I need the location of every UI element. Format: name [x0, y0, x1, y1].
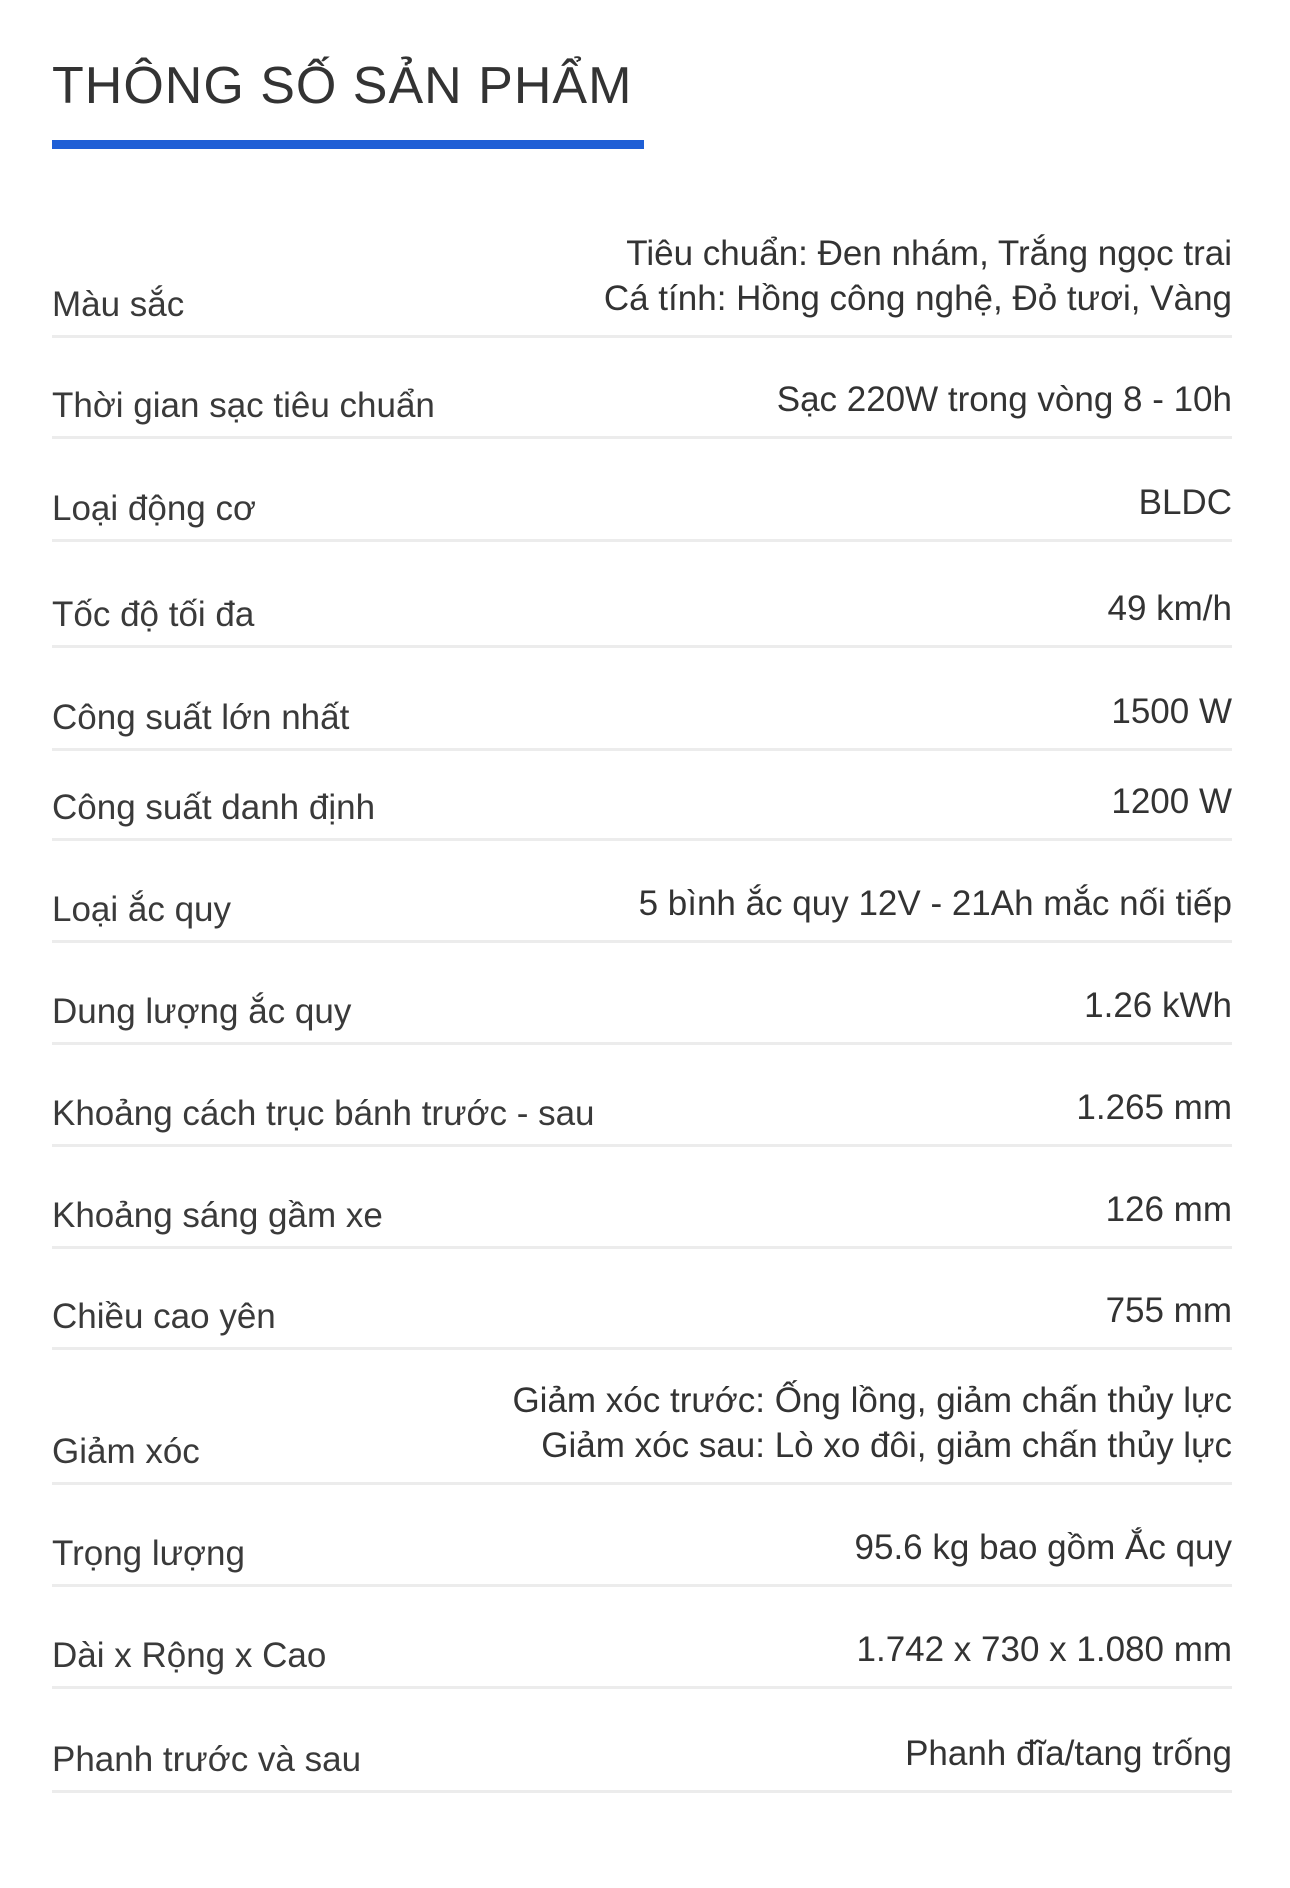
spec-row [52, 335, 1232, 439]
spec-value [1111, 689, 1232, 734]
spec-value-line: 95.6 kg bao gồm Ắc quy [854, 1528, 1232, 1567]
spec-value-line: 1500 W [1111, 692, 1232, 731]
spec-row [52, 1246, 1232, 1350]
spec-value [604, 231, 1232, 321]
title-underline [52, 140, 644, 149]
spec-label: Màu sắc [52, 285, 185, 324]
spec-value [1111, 779, 1232, 824]
spec-row [52, 436, 1232, 542]
spec-label: Loại động cơ [52, 489, 256, 528]
spec-value-line: Giảm xóc sau: Lò xo đôi, giảm chấn thủy lực [541, 1426, 1232, 1465]
spec-row [52, 1482, 1232, 1587]
spec-value [905, 1731, 1232, 1776]
spec-label: Tốc độ tối đa [52, 595, 255, 634]
spec-value-line: 1.265 mm [1076, 1088, 1232, 1127]
spec-label: Chiều cao yên [52, 1297, 276, 1336]
spec-value-line: 755 mm [1105, 1291, 1232, 1330]
spec-value-line: BLDC [1138, 483, 1232, 522]
spec-label: Khoảng sáng gầm xe [52, 1196, 383, 1235]
spec-label: Trọng lượng [52, 1534, 245, 1573]
spec-value [1106, 1288, 1232, 1333]
spec-value-line: Phanh đĩa/tang trống [905, 1734, 1232, 1773]
spec-value-line: Tiêu chuẩn: Đen nhám, Trắng ngọc trai [626, 234, 1232, 273]
spec-row [52, 748, 1232, 841]
spec-row [52, 1144, 1232, 1249]
spec-row [52, 220, 1232, 338]
spec-label: Khoảng cách trục bánh trước - sau [52, 1094, 595, 1133]
spec-label: Phanh trước và sau [52, 1740, 362, 1779]
spec-value-line: 1200 W [1111, 782, 1232, 821]
spec-row [52, 940, 1232, 1045]
spec-row [52, 539, 1232, 648]
spec-value [512, 1378, 1232, 1468]
spec-value-line: 1.26 kWh [1084, 986, 1232, 1025]
spec-row [52, 1042, 1232, 1147]
spec-value-line: 126 mm [1105, 1190, 1232, 1229]
spec-value [1076, 1085, 1232, 1130]
spec-value-line: Giảm xóc trước: Ống lồng, giảm chấn thủy lực [512, 1381, 1232, 1420]
spec-label: Thời gian sạc tiêu chuẩn [52, 386, 435, 425]
spec-row [52, 1347, 1232, 1485]
spec-label: Công suất lớn nhất [52, 698, 350, 737]
spec-value-line: 1.742 x 730 x 1.080 mm [856, 1630, 1232, 1669]
spec-value [855, 1525, 1232, 1570]
spec-value [639, 881, 1232, 926]
spec-label: Loại ắc quy [52, 890, 232, 929]
spec-value [857, 1627, 1233, 1672]
spec-value [1106, 1187, 1232, 1232]
spec-value [1139, 480, 1232, 525]
spec-row [52, 1686, 1232, 1793]
spec-label: Công suất danh định [52, 788, 376, 827]
spec-value-line: Cá tính: Hồng công nghệ, Đỏ tươi, Vàng [603, 279, 1232, 318]
spec-value [1084, 983, 1232, 1028]
spec-row [52, 1584, 1232, 1689]
spec-value [1108, 586, 1233, 631]
spec-label: Dung lượng ắc quy [52, 992, 352, 1031]
spec-value [777, 377, 1232, 422]
spec-label: Giảm xóc [52, 1432, 200, 1471]
page-title: THÔNG SỐ SẢN PHẨM [52, 57, 633, 115]
spec-value-line: Sạc 220W trong vòng 8 - 10h [776, 380, 1232, 419]
spec-row [52, 645, 1232, 751]
spec-label: Dài x Rộng x Cao [52, 1636, 327, 1675]
spec-row [52, 838, 1232, 943]
spec-value-line: 49 km/h [1107, 589, 1232, 628]
spec-value-line: 5 bình ắc quy 12V - 21Ah mắc nối tiếp [638, 884, 1232, 923]
